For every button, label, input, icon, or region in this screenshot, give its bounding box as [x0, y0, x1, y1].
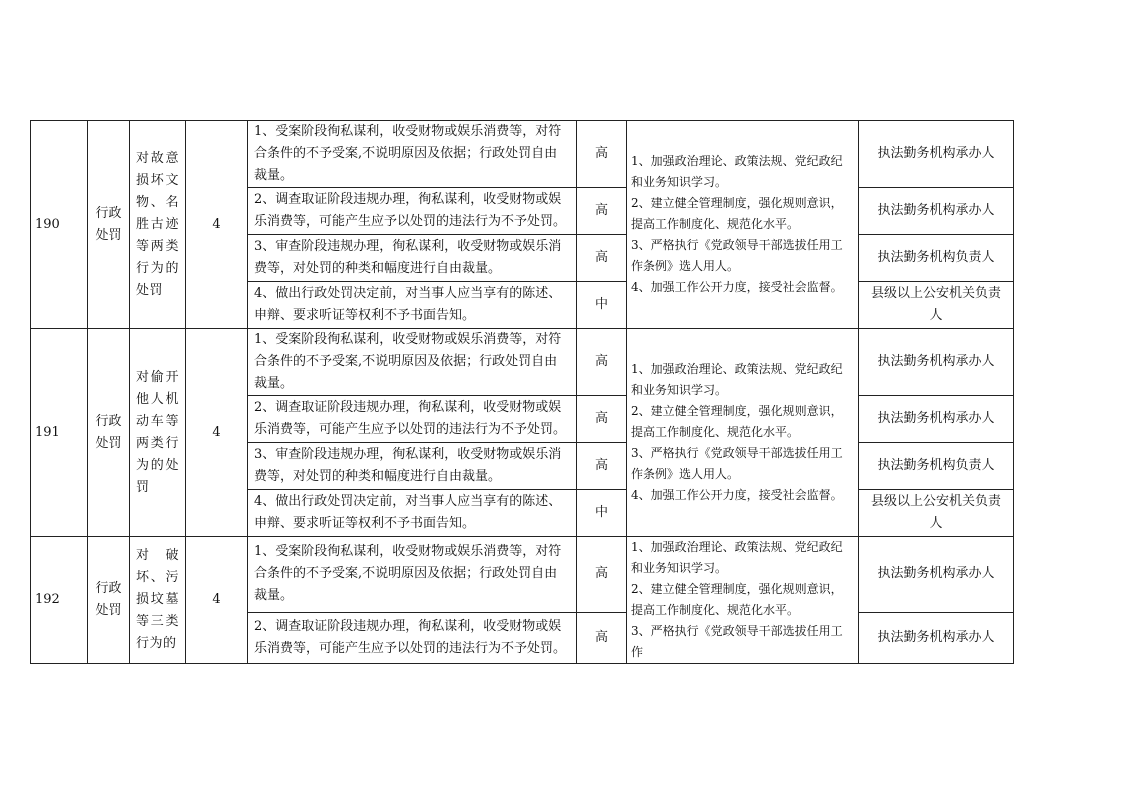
responsible-person: 执法勤务机构承办人 [859, 612, 1014, 663]
responsible-person: 执法勤务机构承办人 [859, 188, 1014, 235]
measure-line: 1、加强政治理论、政策法规、党纪政纪和业务知识学习。 [631, 362, 843, 397]
risk-level: 高 [577, 121, 627, 188]
table-row [31, 329, 1014, 396]
category-cell [88, 121, 130, 329]
responsible-person: 县级以上公安机关负责人 [859, 490, 1014, 537]
risk-count: 4 [186, 537, 248, 664]
risk-point: 4、做出行政处罚决定前，对当事人应当享有的陈述、申辩、要求听证等权利不予书面告知。 [248, 490, 577, 537]
risk-count: 4 [186, 121, 248, 329]
risk-level: 高 [577, 396, 627, 443]
responsible-person: 执法勤务机构承办人 [859, 537, 1014, 613]
measure-line: 3、严格执行《党政领导干部选拔任用工作 [631, 624, 843, 659]
measure-line: 2、建立健全管理制度，强化规则意识，提高工作制度化、规范化水平。 [631, 404, 843, 439]
measure-line: 2、建立健全管理制度，强化规则意识，提高工作制度化、规范化水平。 [631, 582, 843, 617]
item-number: 191 [31, 329, 88, 537]
risk-level: 高 [577, 443, 627, 490]
prevention-measures [627, 537, 859, 664]
risk-point: 2、调查取证阶段违规办理，徇私谋利，收受财物或娱乐消费等，可能产生应予以处罚的违法行为不予处罚。 [248, 188, 577, 235]
power-item-cell [130, 121, 186, 329]
responsible-person: 执法勤务机构负责人 [859, 235, 1014, 282]
power-item-cell [130, 537, 186, 664]
measure-line: 1、加强政治理论、政策法规、党纪政纪和业务知识学习。 [631, 154, 843, 189]
power-item-cell [130, 329, 186, 537]
responsible-person: 执法勤务机构承办人 [859, 396, 1014, 443]
item-number: 192 [31, 537, 88, 664]
measure-line: 4、加强工作公开力度，接受社会监督。 [631, 488, 843, 502]
risk-table [30, 120, 1014, 664]
measure-line: 1、加强政治理论、政策法规、党纪政纪和业务知识学习。 [631, 540, 843, 575]
risk-point: 3、审查阶段违规办理，徇私谋利，收受财物或娱乐消费等，对处罚的种类和幅度进行自由裁量。 [248, 235, 577, 282]
risk-level: 高 [577, 329, 627, 396]
risk-level: 高 [577, 537, 627, 613]
category-cell [88, 537, 130, 664]
risk-point: 4、做出行政处罚决定前，对当事人应当享有的陈述、申辩、要求听证等权利不予书面告知。 [248, 282, 577, 329]
risk-level: 中 [577, 282, 627, 329]
measure-line: 4、加强工作公开力度，接受社会监督。 [631, 280, 843, 294]
power-item-text: 对破坏、污损坟墓等三类行为的 [136, 548, 179, 651]
measure-line: 3、严格执行《党政领导干部选拔任用工作条例》选人用人。 [631, 446, 843, 481]
table-row [31, 121, 1014, 188]
measure-line: 2、建立健全管理制度，强化规则意识，提高工作制度化、规范化水平。 [631, 196, 843, 231]
risk-point: 3、审查阶段违规办理，徇私谋利，收受财物或娱乐消费等，对处罚的种类和幅度进行自由裁量。 [248, 443, 577, 490]
risk-level: 高 [577, 235, 627, 282]
prevention-measures [627, 121, 859, 329]
risk-point: 1、受案阶段徇私谋利，收受财物或娱乐消费等，对符合条件的不予受案,不说明原因及依据；行政处罚自由裁量。 [248, 537, 577, 613]
prevention-measures [627, 329, 859, 537]
risk-point: 2、调查取证阶段违规办理，徇私谋利，收受财物或娱乐消费等，可能产生应予以处罚的违法行为不予处罚。 [248, 396, 577, 443]
category-cell [88, 329, 130, 537]
item-number: 190 [31, 121, 88, 329]
risk-level: 高 [577, 612, 627, 663]
measure-line: 3、严格执行《党政领导干部选拔任用工作条例》选人用人。 [631, 238, 843, 273]
responsible-person: 执法勤务机构负责人 [859, 443, 1014, 490]
risk-level: 中 [577, 490, 627, 537]
responsible-person: 县级以上公安机关负责人 [859, 282, 1014, 329]
category-text: 行政处罚 [95, 581, 122, 618]
table-row [31, 537, 1014, 613]
risk-point: 2、调查取证阶段违规办理，徇私谋利，收受财物或娱乐消费等，可能产生应予以处罚的违法行为不予处罚。 [248, 612, 577, 663]
risk-count: 4 [186, 329, 248, 537]
category-text: 行政处罚 [95, 413, 122, 451]
risk-level: 高 [577, 188, 627, 235]
risk-point: 1、受案阶段徇私谋利，收受财物或娱乐消费等，对符合条件的不予受案,不说明原因及依据；行政处罚自由裁量。 [248, 121, 577, 188]
power-item-text: 对偷开他人机动车等两类行为的处罚 [136, 369, 179, 495]
category-text: 行政处罚 [95, 205, 122, 243]
risk-point: 1、受案阶段徇私谋利，收受财物或娱乐消费等，对符合条件的不予受案,不说明原因及依据；行政处罚自由裁量。 [248, 329, 577, 396]
responsible-person: 执法勤务机构承办人 [859, 329, 1014, 396]
power-item-text: 对故意损坏文物、名胜古迹等两类行为的处罚 [136, 150, 179, 298]
responsible-person: 执法勤务机构承办人 [859, 121, 1014, 188]
